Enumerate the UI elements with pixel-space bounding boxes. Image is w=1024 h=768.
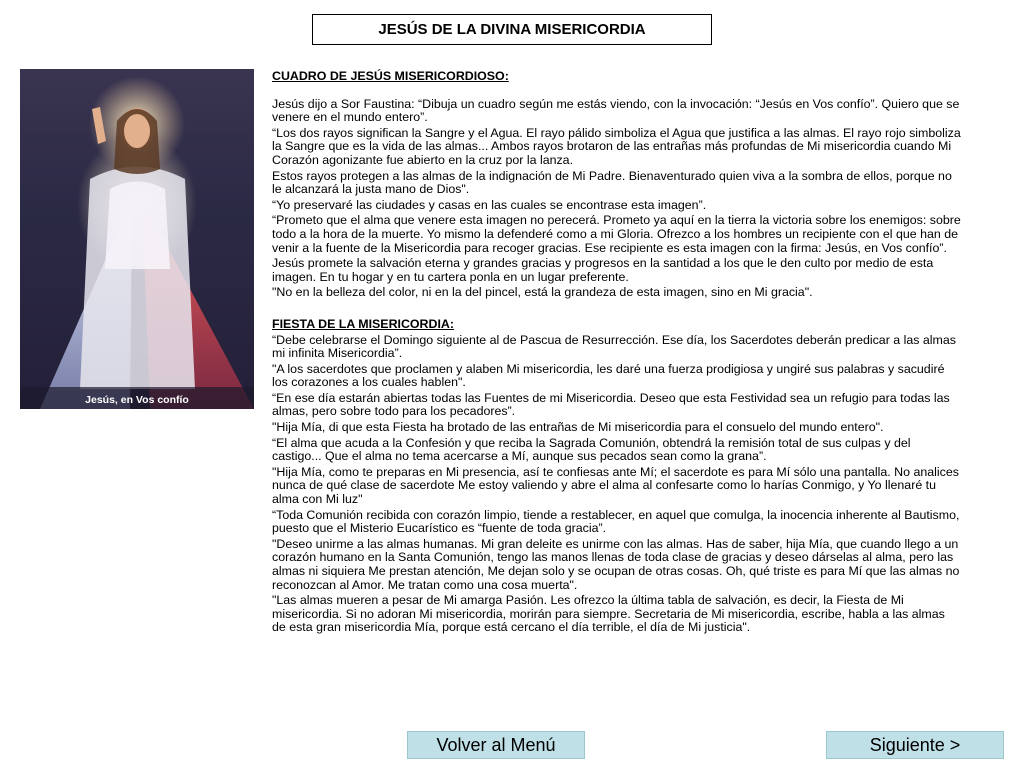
paragraph: "Deseo unirme a las almas humanas. Mi gran deleite es unirme con las almas. Has de saber, hija Mía, que cuando llego a un corazón humano en la Santa Comunión, tengo las manos llenas de toda clase de gracias y deseo dárselas al alma, pero las almas ni siquiera Me prestan atención, Me dejan solo y se ocupan de otras cosas. Oh, qué triste es para Mí que las almas no reconozcan al Amor. Me tratan como una cosa muerta".	[272, 536, 960, 592]
divine-mercy-illustration	[20, 69, 254, 409]
back-to-menu-button[interactable]: Volver al Menú	[407, 731, 585, 759]
paragraph: Estos rayos protegen a las almas de la indignación de Mi Padre. Bienaventurado quien viva a la sombra de ellos, porque no le alcanzará la justa mano de Dios".	[272, 168, 952, 197]
paragraph: "Hija Mía, como te preparas en Mi presencia, así te confiesas ante Mí; el sacerdote es para Mí sólo una pantalla. No analices nunca de qué clase de sacerdote Me estoy valiendo y abre el alma al confesarte como lo harías Conmigo, y Yo llenaré tu alma con Mi luz"	[272, 464, 959, 507]
paragraph: "Las almas mueren a pesar de Mi amarga Pasión. Les ofrezco la última tabla de salvación, es decir, la Fiesta de Mi misericordia. Si no adoran Mi misericordia, morirán para siempre. Secretaria de Mi misericordia, escribe, habla a las almas de esta gran misericordia Mía, porque está cercano el día terrible, el día de Mi justicia".	[272, 593, 945, 635]
paragraph: “Toda Comunión recibida con corazón limpio, tiende a restablecer, en aquel que comulga, la inocencia inherente al Bautismo, puesto que el Misterio Eucarístico es “fuente de toda gracia”.	[272, 507, 960, 536]
paragraph: Jesús dijo a Sor Faustina: “Dibuja un cuadro según me estás viendo, con la invocación: “Jesús en Vos confío”. Quiero que se venere en el mundo entero”.	[272, 96, 960, 125]
paragraph: “Prometo que el alma que venere esta imagen no perecerá. Prometo ya aquí en la tierra la victoria sobre los enemigos: sobre todo a la hora de la muerte. Yo mismo la defenderé como a mi Gloria. Ofrezco a los hombres un recipiente con el que han de venir a la fuente de la Misericordia para recoger gracias. Ese recipiente es esta imagen con la firma: Jesús, en Vos confío”.	[272, 213, 961, 255]
page-title-text: JESÚS DE LA DIVINA MISERICORDIA	[378, 21, 646, 38]
image-caption: Jesús, en Vos confío	[85, 394, 189, 406]
paragraph: "No en la belleza del color, ni en la del pincel, está la grandeza de esta imagen, sino en Mi gracia".	[272, 285, 813, 300]
paragraph: "A los sacerdotes que proclamen y alaben Mi misericordia, les daré una fuerza prodigiosa y ungiré sus palabras y sacudiré los corazones a los cuales hablen".	[272, 361, 945, 390]
next-button[interactable]: Siguiente >	[826, 731, 1004, 759]
divine-mercy-image	[20, 69, 254, 409]
section-heading-fiesta: FIESTA DE LA MISERICORDIA:	[272, 316, 454, 331]
section-heading-cuadro: CUADRO DE JESÚS MISERICORDIOSO:	[272, 69, 509, 83]
paragraph: “Los dos rayos significan la Sangre y el Agua. El rayo pálido simboliza el Agua que justifica a las almas. El rayo rojo simboliza la Sangre que es la vida de las almas... Ambos rayos brotaron de las entrañas más profundas de Mi misericordia cuando Mi Corazón agonizante fue abierto en la cruz por la lanza.	[272, 125, 961, 167]
paragraph: “Debe celebrarse el Domingo siguiente al de Pascua de Resurrección. Ese día, los Sacerdotes deberán predicar a las almas mi infinita Misericordia”.	[272, 332, 956, 361]
content-area	[272, 70, 962, 637]
paragraph: Jesús promete la salvación eterna y grandes gracias y progresos en la santidad a los que le den culto por medio de esta imagen. En tu hogar y en tu cartera ponla en un lugar preferente.	[272, 256, 934, 284]
paragraph: “En ese día estarán abiertas todas las Fuentes de mi Misericordia. Deseo que esta Festividad sea un refugio para todas las almas, pero sobre todo para los pecadores”.	[272, 390, 950, 419]
paragraph: "Hija Mía, di que esta Fiesta ha brotado de las entrañas de Mi misericordia para el consuelo del mundo entero".	[272, 420, 884, 435]
page-title	[312, 14, 712, 45]
paragraph: “El alma que acuda a la Confesión y que reciba la Sagrada Comunión, obtendrá la remisión total de sus culpas y del castigo... Que el alma no tema acercarse a Mí, aunque sus pecados sean como la grana”.	[272, 435, 911, 464]
paragraph: “Yo preservaré las ciudades y casas en las cuales se encontrase esta imagen”.	[272, 197, 707, 212]
